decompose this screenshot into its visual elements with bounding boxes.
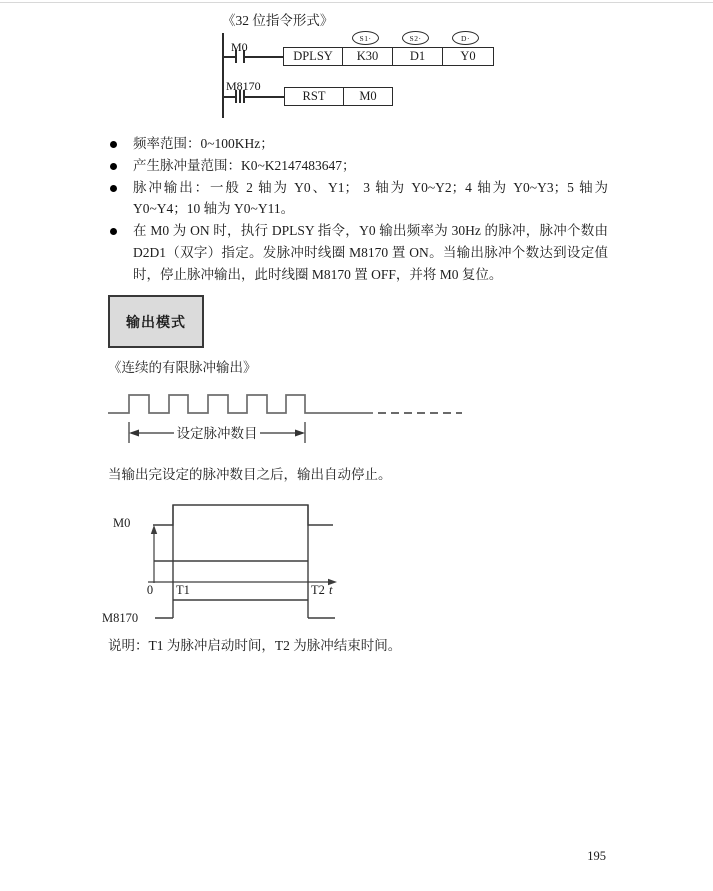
bullet-text: 在 M0 为 ON 时，执行 DPLSY 指令，Y0 输出频率为 30Hz 的脉冲，脉冲个数由 D2D1（双字）指定。发脉冲时线圈 M8170 置 ON。当输出脉冲个数达到设定值时，停止脉冲输出，此时线圈 M8170 置 OFF，并将 M0 复位。 [133,223,608,282]
rung2-wire-left [222,96,235,98]
bullet-list [110,133,610,286]
auto-stop-caption: 当输出完设定的脉冲数目之后，输出自动停止。 [108,467,392,482]
rung1-wire-right [245,56,283,58]
t2-label: T2 [311,583,325,597]
output-mode-heading: 输出模式 [126,315,186,331]
continuous-finite-pulse-subtitle: 《连续的有限脉冲输出》 [108,360,257,375]
t1-label: T1 [176,583,190,597]
operand-tag-s2: S2· [402,31,429,45]
arrow-left-icon [129,430,139,437]
explanation-note: 说明：T1 为脉冲启动时间，T2 为脉冲结束时间。 [108,638,402,653]
operand-tag-s1: S1· [352,31,379,45]
t-axis-label: t [329,583,333,597]
page-top-edge [0,2,713,3]
m8170-signal-label: M8170 [102,611,139,625]
operand-cell-d: Y0 [443,47,494,66]
opcode-cell: RST [284,87,344,106]
y-axis-arrow-icon [151,525,157,534]
output-mode-heading-box [108,295,204,348]
bullet-text: 产生脉冲量范围：K0~K2147483647； [133,157,356,173]
bullet-dot-icon [110,185,117,192]
pulse-count-label: 设定脉冲数目 [176,426,258,441]
bullet-dot-icon [110,228,117,235]
operand-tag-d: D· [452,31,479,45]
origin-label: 0 [146,583,154,597]
section-title-32bit-format: 《32 位指令形式》 [222,13,334,28]
bullet-item [110,177,610,221]
rung2-wire-right [245,96,284,98]
timing-diagram [100,500,350,632]
rung2-contact-label: M8170 [226,79,261,93]
operand-cell-s1: K30 [343,47,393,66]
bullet-item [110,133,610,155]
m0-signal-label: M0 [113,516,131,530]
bullet-dot-icon [110,141,117,148]
bullet-text: 频率范围：0~100KHz； [133,136,274,151]
m0-waveform-line [153,505,333,525]
rung1-wire-left [222,56,235,58]
ladder-left-rail [222,33,224,118]
pulse-train-line [108,395,373,413]
bullet-item [110,220,610,285]
rung1-contact-label: M0 [231,40,248,54]
page-number: 195 [587,849,606,863]
rung2-instruction-box [284,87,393,106]
operand-cell-s2: D1 [393,47,443,66]
bullet-text: 脉冲输出：一般 2 轴为 Y0、Y1； 3 轴为 Y0~Y2；4 轴为 Y0~Y3；5 轴为 Y0~Y4；10 轴为 Y0~Y11。 [133,179,608,217]
bullet-item [110,155,610,177]
pulse-waveform-diagram [100,388,472,452]
operand-cell: M0 [344,87,393,106]
bullet-dot-icon [110,163,117,170]
opcode-cell: DPLSY [283,47,343,66]
arrow-right-icon [295,430,305,437]
rung1-instruction-box [283,47,494,66]
